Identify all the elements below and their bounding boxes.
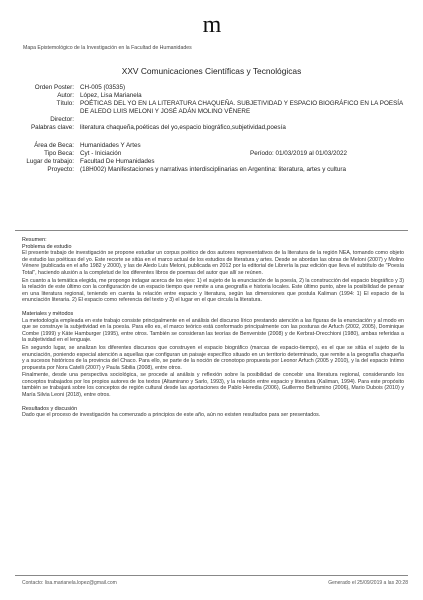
meta-label: Proyecto: [47, 166, 74, 174]
meta-value [80, 116, 423, 124]
paragraph: En cuanto a la temática elegida, me propongo indagar acerca de los ejes: 1) el sujeto de la enunciación de la poesía, 2) la construcción del espacio biográfico y 3) la relación de este último con la configuración de un espacio tiempo que remite a una geografía e historia locales. Este último punto, abre la posibilidad de pensar en una literatura regional, teniendo en cuenta la relación entre espacio y literatura, según las dimensiones que postula Kaliman (1994: 1) El espacio de la enunciación literaria. 2) El espacio como referencia del texto y 3) el lugar en el que circula la literatura. [22, 277, 404, 304]
divider [15, 230, 408, 231]
meta-row-title [0, 100, 423, 116]
meta-value: Humanidades Y Artes [80, 142, 141, 150]
meta-row-project [0, 166, 423, 174]
generated-timestamp: Generado el 25/09/2019 a las 20:28 [328, 580, 408, 586]
page-title: XXV Comunicaciones Científicas y Tecnológicas [121, 66, 302, 76]
footer-divider [15, 575, 408, 576]
problem-heading: Problema de estudio [22, 243, 72, 250]
meta-row-area [0, 142, 423, 150]
meta-row-keywords [0, 124, 423, 132]
meta-value: Facultad De Humanidades [80, 158, 155, 166]
results-heading: Resultados y discusión [22, 405, 78, 412]
meta-value: López, Lisa Marianela [80, 91, 142, 99]
page-subtitle: Mapa Epistemológico de la Investigación en la Facultad de Humanidades [23, 45, 192, 51]
university-logo [201, 12, 223, 36]
meta-label: Director: [50, 115, 74, 123]
meta-label: Lugar de trabajo: [26, 158, 74, 166]
period-value: Período: 01/03/2019 al 01/03/2022 [250, 150, 347, 158]
meta-value: Cyt - Iniciación [80, 150, 122, 158]
meta-row-director [0, 116, 423, 124]
meta-row-workplace [0, 158, 423, 166]
paragraph: La metodología empleada en este trabajo consiste principalmente en el análisis del discurso lírico prestando atención a las figuras de la enunciación y al modo en que se construye la subjetividad en la poesía. Para ello es, el marco teórico está conformado principalmente con las posturas de Arfuch (2002, 2005), Dominique Combe (1999) y Käte Hamburger (1995), entre otros. También se consideran las teorías de Benveniste (2008) y de Kerbrat-Orecchioni (1980), ambas referidas a la subjetividad en el lenguaje. [22, 317, 404, 344]
meta-label: Área de Beca: [34, 142, 74, 150]
paragraph: Finalmente, desde una perspectiva sociológica, se procede al análisis y reflexión sobre la posibilidad de concebir una literatura regional, considerando los conceptos trabajados por los propios autores de los textos (Altamirano y Sarlo, 1993), y la relación entre espacio y literatura (Kaliman, 1994). Para este propósito también se trabajará sobre los conceptos de región cultural desde las aportaciones de Pablo Heredia (2006), Guillermo Beltramino (2006), Mario Dubois (2010) y María Silvia Leoni (2018), entre otros. [22, 372, 404, 399]
meta-row-type [0, 150, 423, 158]
meta-label: Palabras clave: [30, 123, 74, 131]
contact-email: Contacto: lisa.marianela.lopez@gmail.com [22, 580, 117, 586]
metadata-block [0, 84, 423, 174]
abstract-body [22, 237, 404, 420]
meta-row-poster [0, 84, 423, 92]
meta-value: CH-005 (03535) [80, 84, 126, 91]
meta-label: Tipo Beca: [44, 150, 74, 158]
logo-glyph: m [202, 12, 222, 36]
meta-row-author [0, 92, 423, 100]
paragraph: El presente trabajo de investigación se propone estudiar un corpus poético de dos autores representativos de la literatura de la región NEA, tomando como objeto de estudio las poéticas del yo. Este recorte se sitúa en el marco actual de los estudios de literatura y artes. Desde se abordan las obras de Meloni (2007) y Molino Vénere (publicada en el año 1982 y 2000), y las de Aledo Luis Meloni, publicada en 2012 por la editorial de Librería la paz edición que lleva el subtítulo de "Poesía Total", haciendo alusión a la completud de los diferentes libros de poemas del autor que allí se reúnen. [22, 250, 404, 276]
paragraph: Dado que el proceso de investigación ha comenzado a principios de este año, aún no existen resultados para ser presentados. [22, 412, 321, 419]
meta-value: (18H002) Manifestaciones y narrativas interdisciplinarias en Argentina: literatura, artes y cultura [80, 166, 346, 174]
meta-value: literatura chaqueña,poéticas del yo,espacio biográfico,subjetividad,poesía [80, 123, 286, 131]
meta-label: Autor: [57, 91, 74, 99]
meta-label: Título: [56, 99, 74, 107]
paragraph: En segundo lugar, se analizan los diferentes discursos que construyen el espacio biográfico (marcas de espacio-tiempo), es el que se sitúa el sujeto de la enunciación, poniendo especial atención a aquellas que configuran un paisaje específico situado en un territorio determinado, que remite a la geografía chaqueña y a sucesos históricos de la provincia del Chaco. Para ello, se parte de la noción de cronotopo propuesta por Leonor Arfuch (2005 y 2010), y la del espacio íntimo propuesta por Nora Catelli (2007) y Paula Sibilia (2008), entre otros. [22, 344, 404, 371]
meta-label: Orden Poster: [34, 84, 74, 91]
meta-value: POÉTICAS DEL YO EN LA LITERATURA CHAQUEÑA. SUBJETIVIDAD Y ESPACIO BIOGRÁFICO EN LA POESÍA DE ALEDO LUIS MELONI Y JOSÉ ADÁN MOLINO VÉNERE [80, 99, 403, 115]
summary-heading: Resumen: [22, 237, 47, 243]
methods-heading: Materiales y métodos [22, 310, 74, 317]
